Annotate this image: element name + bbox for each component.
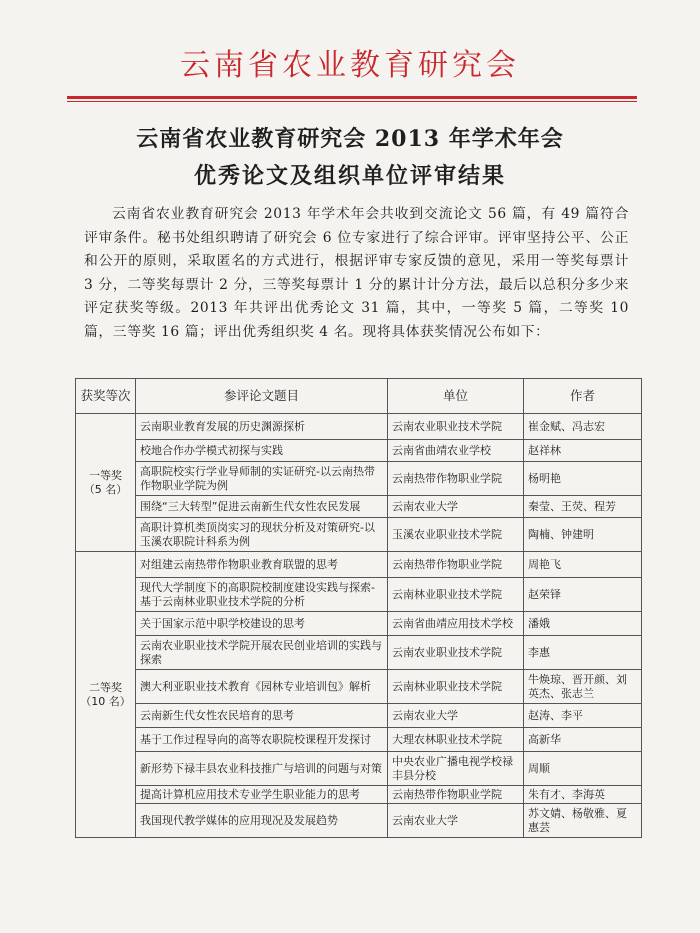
table-row [76, 518, 642, 552]
intro-paragraph: 云南省农业教育研究会 2013 年学术年会共收到交流论文 56 篇，有 49 篇符合评审条件。秘书处组织聘请了研究会 6 位专家进行了综合评审。评审坚持公平、公正和公开的原则，采取匿名的方式进行，根据评审专家反馈的意见，采用一等奖每票计 3 分，二等奖每票计 2 分，三等奖每票计 1 分的累计计分方法，最后以总积分多少来评定获奖等级。2013 年共评出优秀论文 31 篇，其中，一等奖 5 篇，二等奖 10 篇，三等奖 16 篇；评出优秀组织奖 4 名。现将具体获奖情况公布如下： [84, 206, 629, 340]
table-row [76, 670, 642, 704]
paper-title-cell: 对组建云南热带作物职业教育联盟的思考 [136, 552, 388, 578]
unit-cell: 玉溪农业职业技术学院 [388, 518, 524, 552]
letterhead-org-name: 云南省农业教育研究会 [180, 48, 520, 83]
author-cell: 杨明艳 [524, 462, 642, 496]
table-row [76, 552, 642, 578]
paper-title-cell: 围绕“三大转型”促进云南新生代女性农民发展 [136, 496, 388, 518]
paper-title-cell: 校地合作办学模式初探与实践 [136, 440, 388, 462]
unit-cell: 中央农业广播电视学校禄丰县分校 [388, 752, 524, 786]
unit-cell: 云南农业大学 [388, 496, 524, 518]
table-header-row [76, 379, 642, 414]
paper-title-cell: 云南农业职业技术学院开展农民创业培训的实践与探索 [136, 636, 388, 670]
table-row [76, 752, 642, 786]
unit-cell: 云南林业职业技术学院 [388, 670, 524, 704]
prize-cell [76, 414, 136, 552]
table-row [76, 414, 642, 440]
letterhead-rule-thin [67, 101, 637, 102]
unit-cell: 云南农业职业技术学院 [388, 414, 524, 440]
paper-title-cell: 关于国家示范中职学校建设的思考 [136, 612, 388, 636]
table-row [76, 440, 642, 462]
prize-label: 一等奖 [89, 468, 122, 482]
unit-cell: 云南农业职业技术学院 [388, 636, 524, 670]
letterhead-rule-thick [67, 96, 637, 99]
author-cell: 高新华 [524, 728, 642, 752]
unit-cell: 云南林业职业技术学院 [388, 578, 524, 612]
paper-title-cell: 高职计算机类顶岗实习的现状分析及对策研究-以玉溪农职院计科系为例 [136, 518, 388, 552]
results-table [75, 378, 642, 838]
document-title-line2: 优秀论文及组织单位评审结果 [193, 163, 506, 189]
paper-title-cell: 高职院校实行学业导师制的实证研究-以云南热带作物职业学院为例 [136, 462, 388, 496]
author-cell: 赵荣铎 [524, 578, 642, 612]
unit-cell: 大理农林职业技术学院 [388, 728, 524, 752]
paper-title-cell: 云南新生代女性农民培育的思考 [136, 704, 388, 728]
author-cell: 崔金赋、冯志宏 [524, 414, 642, 440]
unit-cell: 云南农业大学 [388, 804, 524, 838]
header-prize: 获奖等次 [76, 379, 136, 414]
header-author: 作者 [524, 379, 642, 414]
header-unit: 单位 [388, 379, 524, 414]
table-row [76, 612, 642, 636]
unit-cell: 云南热带作物职业学院 [388, 462, 524, 496]
table-row [76, 636, 642, 670]
table-row [76, 728, 642, 752]
author-cell: 朱有才、李海英 [524, 786, 642, 804]
paper-title-cell: 新形势下禄丰县农业科技推广与培训的问题与对策 [136, 752, 388, 786]
paper-title-cell: 基于工作过程导向的高等农职院校课程开发探讨 [136, 728, 388, 752]
author-cell: 周顺 [524, 752, 642, 786]
unit-cell: 云南热带作物职业学院 [388, 552, 524, 578]
prize-label: 二等奖 [89, 680, 122, 694]
paper-title-cell: 澳大利亚职业技术教育《园林专业培训包》解析 [136, 670, 388, 704]
results-body [76, 414, 642, 838]
paper-title-cell: 我国现代教学媒体的应用现况及发展趋势 [136, 804, 388, 838]
document-title-line1: 云南省农业教育研究会 2013 年学术年会 [136, 126, 564, 152]
unit-cell: 云南农业大学 [388, 704, 524, 728]
unit-cell: 云南省曲靖应用技术学校 [388, 612, 524, 636]
author-cell: 潘娥 [524, 612, 642, 636]
author-cell: 牛焕琼、晋开颜、刘英杰、张志兰 [524, 670, 642, 704]
prize-count: （10 名） [80, 694, 131, 708]
unit-cell: 云南热带作物职业学院 [388, 786, 524, 804]
header-paper: 参评论文题目 [136, 379, 388, 414]
paper-title-cell: 现代大学制度下的高职院校制度建设实践与探索-基于云南林业职业技术学院的分析 [136, 578, 388, 612]
author-cell: 陶楠、钟建明 [524, 518, 642, 552]
prize-count: （5 名） [83, 482, 128, 496]
author-cell: 秦莹、王荧、程芳 [524, 496, 642, 518]
paper-title-cell: 云南职业教育发展的历史渊源探析 [136, 414, 388, 440]
unit-cell: 云南省曲靖农业学校 [388, 440, 524, 462]
paper-title-cell: 提高计算机应用技术专业学生职业能力的思考 [136, 786, 388, 804]
author-cell: 赵涛、李平 [524, 704, 642, 728]
prize-cell [76, 552, 136, 838]
author-cell: 周艳飞 [524, 552, 642, 578]
table-row [76, 786, 642, 804]
table-row [76, 804, 642, 838]
author-cell: 苏文婧、杨敬雅、夏惠芸 [524, 804, 642, 838]
table-row [76, 496, 642, 518]
author-cell: 李惠 [524, 636, 642, 670]
table-row [76, 578, 642, 612]
table-row [76, 704, 642, 728]
author-cell: 赵祥林 [524, 440, 642, 462]
table-row [76, 462, 642, 496]
